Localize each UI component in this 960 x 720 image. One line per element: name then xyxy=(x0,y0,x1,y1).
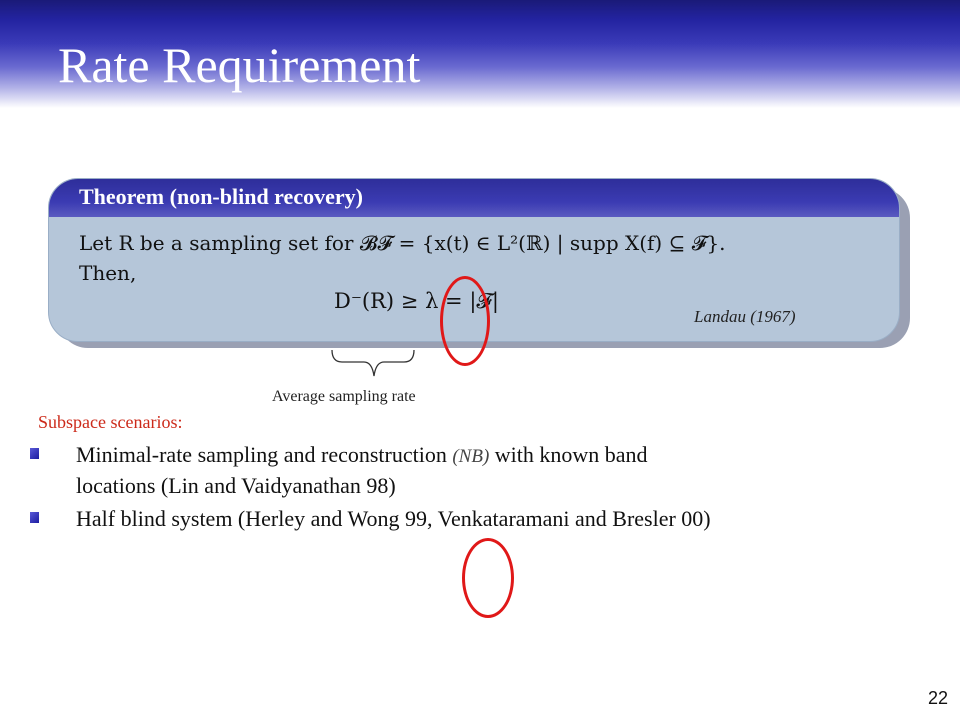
bullet-item-1-text: Minimal-rate sampling and reconstruction xyxy=(76,442,453,467)
theorem-header xyxy=(49,179,899,217)
theorem-title: Theorem (non-blind recovery) xyxy=(79,184,363,209)
underbrace-icon xyxy=(328,348,418,382)
bullet-item-1-nb: (NB) xyxy=(452,446,490,467)
bullet-item-1-text-end: with known band xyxy=(489,442,648,467)
scenarios-title: Subspace scenarios: xyxy=(38,412,183,432)
highlight-circle-empty xyxy=(462,538,514,618)
highlight-circle-equation xyxy=(440,276,490,366)
theorem-equation: D⁻(R) ≥ λ = |𝓕| xyxy=(334,289,499,313)
bullet-icon xyxy=(30,448,39,459)
theorem-statement-line-1: Let R be a sampling set for 𝓑𝓕 = {x(t) ∈ L²(ℝ) | supp X(f) ⊆ 𝓕}. xyxy=(79,231,726,255)
slide-title: Rate Requirement xyxy=(58,37,421,93)
brace-label: Average sampling rate xyxy=(272,388,416,405)
bullet-icon xyxy=(30,512,39,523)
page-number: 22 xyxy=(927,688,948,708)
theorem-statement-line-2: Then, xyxy=(79,261,137,285)
bullet-item-1-line-1 xyxy=(76,439,648,472)
bullet-item-1-line-2: locations (Lin and Vaidyanathan 98) xyxy=(76,473,396,498)
theorem-citation: Landau (1967) xyxy=(694,307,796,326)
bullet-item-2: Half blind system (Herley and Wong 99, Venkataramani and Bresler 00) xyxy=(76,506,711,531)
